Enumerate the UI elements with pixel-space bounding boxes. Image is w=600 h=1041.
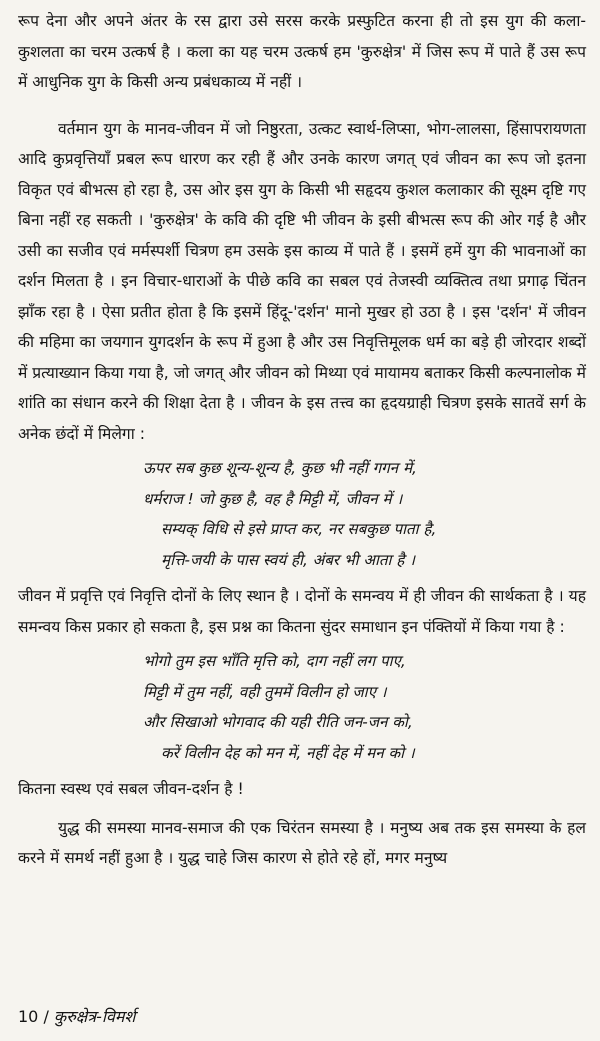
verse-block-2 bbox=[143, 646, 586, 768]
page-number: 10 bbox=[18, 1007, 39, 1026]
verse-line: मृत्ति-जयी के पास स्वयं ही, अंबर भी आता है । bbox=[161, 550, 415, 569]
verse-line: भोगो तुम इस भाँति मृत्ति को, दाग नहीं लग पाए, bbox=[143, 652, 406, 670]
paragraph-war-problem: युद्ध की समस्या मानव-समाज की एक चिरंतन समस्या है । मनुष्य अब तक इस समस्या के हल करने में समर्थ नहीं हुआ है । युद्ध चाहे जिस कारण से होते रहे हों, मगर मनुष्य bbox=[18, 818, 586, 867]
paragraph-intro-continued: रूप देना और अपने अंतर के रस द्वारा उसे सरस करके प्रस्फुटित करना ही तो इस युग की कला-कुशलता का चरम उत्कर्ष है । कला का यह चरम उत्कर्ष हम 'कुरुक्षेत्र' में जिस रूप में पाते हैं उस रूप में आधुनिक युग के किसी अन्य प्रबंधकाव्य में नहीं । bbox=[18, 12, 586, 91]
verse-line: धर्मराज ! जो कुछ है, वह है मिट्टी में, जीवन में । bbox=[143, 489, 403, 508]
paragraph-balance: जीवन में प्रवृत्ति एवं निवृत्ति दोनों के लिए स्थान है । दोनों के समन्वय में ही जीवन की सार्थकता है । यह समन्वय किस प्रकार हो सकता है, इस प्रश्न का कितना सुंदर समाधान इन पंक्तियों में किया गया है : bbox=[18, 587, 586, 636]
verse-line: और सिखाओ भोगवाद की यही रीति जन-जन को, bbox=[143, 713, 413, 731]
running-title: कुरुक्षेत्र-विमर्श bbox=[53, 1007, 136, 1026]
footer-separator: / bbox=[38, 1007, 54, 1026]
verse-line: सम्यक् विधि से इसे प्राप्त कर, नर सबकुछ पाता है, bbox=[161, 520, 437, 538]
paragraph-modern-life: वर्तमान युग के मानव-जीवन में जो निष्ठुरता, उत्कट स्वार्थ-लिप्सा, भोग-लालसा, हिंसापरायणता आदि कुप्रवृत्तियाँ प्रबल रूप धारण कर रही हैं और उनके कारण जगत् एवं जीवन का रूप जो इतना विकृत एवं बीभत्स हो रहा है, उस ओर इस युग के किसी भी सहृदय कुशल कलाकार की सूक्ष्म दृष्टि गए बिना नहीं रह सकती । 'कुरुक्षेत्र' के कवि की दृष्टि भी जीवन के इसी बीभत्स रूप की ओर गई है और उसी का सजीव एवं मर्मस्पर्शी चित्रण हम उसके इस काव्य में पाते हैं । इसमें हमें युग की भावनाओं का दर्शन मिलता है । इन विचार-धाराओं के पीछे कवि का सबल एवं तेजस्वी व्यक्तित्व तथा प्रगाढ़ चिंतन झाँक रहा है । ऐसा प्रतीत होता है कि इसमें हिंदू-'दर्शन' मानो मुखर हो उठा है । इस 'दर्शन' में जीवन की महिमा का जयगान युगदर्शन के रूप में हुआ है और उस निवृत्तिमूलक धर्म का बड़े ही जोरदार शब्दों में प्रत्याख्यान किया गया है, जो जगत् और जीवन को मिथ्या एवं मायामय बताकर किसी कल्पनालोक में शांति का संधान करने की शिक्षा देता है । जीवन के इस तत्त्व का हृदयग्राही चित्रण इसके सातवें सर्ग के अनेक छंदों में मिलेगा : bbox=[18, 119, 586, 443]
verse-line: मिट्टी में तुम नहीं, वही तुममें विलीन हो जाए । bbox=[143, 682, 387, 701]
page-footer bbox=[18, 1005, 135, 1027]
paragraph-exclamation: कितना स्वस्थ एवं सबल जीवन-दर्शन है ! bbox=[18, 780, 244, 798]
verse-block-1 bbox=[143, 453, 586, 575]
verse-line: ऊपर सब कुछ शून्य-शून्य है, कुछ भी नहीं गगन में, bbox=[143, 459, 417, 477]
verse-line: करें विलीन देह को मन में, नहीं देह में मन को । bbox=[161, 743, 415, 762]
